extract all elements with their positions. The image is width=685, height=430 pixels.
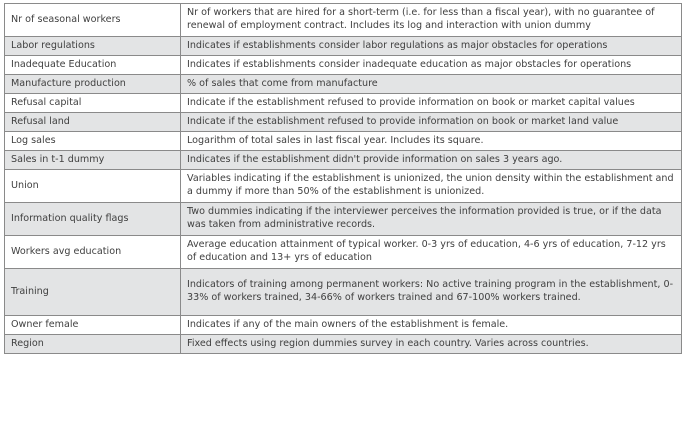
table-row bbox=[5, 4, 682, 37]
variable-name-cell: Inadequate Education bbox=[5, 56, 181, 75]
description-cell: Logarithm of total sales in last fiscal year. Includes its square. bbox=[181, 132, 682, 151]
variable-name-cell: Region bbox=[5, 335, 181, 354]
description-cell: % of sales that come from manufacture bbox=[181, 75, 682, 94]
description-cell: Indicates if any of the main owners of the establishment is female. bbox=[181, 316, 682, 335]
variable-name-cell: Union bbox=[5, 170, 181, 203]
table-row bbox=[5, 170, 682, 203]
table-row bbox=[5, 132, 682, 151]
table-row bbox=[5, 335, 682, 354]
table-row bbox=[5, 203, 682, 236]
variable-name-cell: Manufacture production bbox=[5, 75, 181, 94]
variable-name-cell: Labor regulations bbox=[5, 37, 181, 56]
variable-name-cell: Training bbox=[5, 269, 181, 316]
table-row bbox=[5, 113, 682, 132]
description-cell: Nr of workers that are hired for a short-term (i.e. for less than a fiscal year), with no guarantee of renewal of employment contract. Includes its log and interaction with union dummy bbox=[181, 4, 682, 37]
description-cell: Indicators of training among permanent workers: No active training program in the establishment, 0-33% of workers trained, 34-66% of workers trained and 67-100% workers trained. bbox=[181, 269, 682, 316]
description-cell: Indicates if establishments consider labor regulations as major obstacles for operations bbox=[181, 37, 682, 56]
description-cell: Indicate if the establishment refused to provide information on book or market capital values bbox=[181, 94, 682, 113]
variable-name-cell: Owner female bbox=[5, 316, 181, 335]
description-cell: Indicates if establishments consider inadequate education as major obstacles for operations bbox=[181, 56, 682, 75]
variable-name-cell: Refusal capital bbox=[5, 94, 181, 113]
variable-name-cell: Refusal land bbox=[5, 113, 181, 132]
variable-name-cell: Workers avg education bbox=[5, 236, 181, 269]
table-row bbox=[5, 56, 682, 75]
description-cell: Average education attainment of typical worker. 0-3 yrs of education, 4-6 yrs of education, 7-12 yrs of education and 13+ yrs of education bbox=[181, 236, 682, 269]
variable-name-cell: Sales in t-1 dummy bbox=[5, 151, 181, 170]
table-row bbox=[5, 37, 682, 56]
description-cell: Fixed effects using region dummies survey in each country. Varies across countries. bbox=[181, 335, 682, 354]
description-cell: Two dummies indicating if the interviewer perceives the information provided is true, or if the data was taken from administrative records. bbox=[181, 203, 682, 236]
variable-name-cell: Log sales bbox=[5, 132, 181, 151]
description-cell: Indicates if the establishment didn't provide information on sales 3 years ago. bbox=[181, 151, 682, 170]
variable-name-cell: Information quality flags bbox=[5, 203, 181, 236]
table-row bbox=[5, 236, 682, 269]
table-row bbox=[5, 75, 682, 94]
variable-name-cell: Nr of seasonal workers bbox=[5, 4, 181, 37]
table-row bbox=[5, 316, 682, 335]
table-body bbox=[5, 4, 682, 354]
table-row bbox=[5, 269, 682, 316]
description-cell: Variables indicating if the establishment is unionized, the union density within the establishment and a dummy if more than 50% of the establishment is unionized. bbox=[181, 170, 682, 203]
variable-definitions-table bbox=[4, 3, 682, 354]
table-row bbox=[5, 94, 682, 113]
table-row bbox=[5, 151, 682, 170]
description-cell: Indicate if the establishment refused to provide information on book or market land value bbox=[181, 113, 682, 132]
